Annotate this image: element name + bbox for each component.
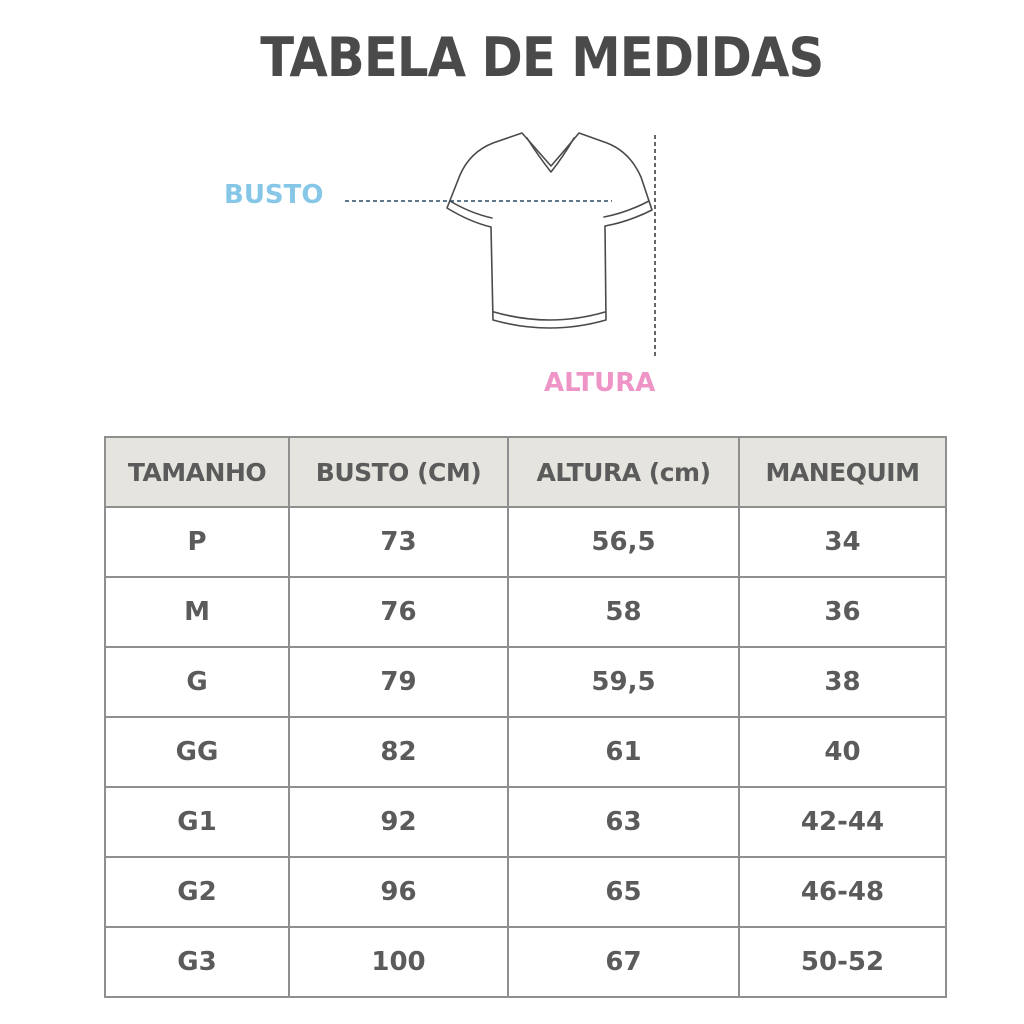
cell-busto: 82 [289, 717, 508, 787]
table-row [105, 507, 946, 577]
cell-busto: 100 [289, 927, 508, 997]
cell-manequim: 40 [739, 717, 946, 787]
cell-tamanho: G3 [105, 927, 289, 997]
cell-busto: 96 [289, 857, 508, 927]
cell-altura: 67 [508, 927, 739, 997]
cell-manequim: 42-44 [739, 787, 946, 857]
altura-label: ALTURA [544, 368, 656, 398]
table-row [105, 647, 946, 717]
cell-busto: 92 [289, 787, 508, 857]
cell-tamanho: M [105, 577, 289, 647]
table-header-row [105, 437, 946, 507]
header-altura: ALTURA (cm) [508, 437, 739, 507]
size-table [104, 436, 947, 998]
cell-tamanho: GG [105, 717, 289, 787]
v-neck-tshirt-icon [447, 133, 652, 328]
page-title: TABELA DE MEDIDAS [260, 26, 824, 89]
table-row [105, 857, 946, 927]
table-row [105, 787, 946, 857]
cell-manequim: 36 [739, 577, 946, 647]
cell-tamanho: G1 [105, 787, 289, 857]
cell-altura: 65 [508, 857, 739, 927]
cell-busto: 79 [289, 647, 508, 717]
cell-busto: 73 [289, 507, 508, 577]
cell-manequim: 38 [739, 647, 946, 717]
table-row [105, 717, 946, 787]
measurement-diagram [0, 0, 1024, 420]
header-manequim: MANEQUIM [739, 437, 946, 507]
busto-label: BUSTO [224, 180, 324, 210]
table-row [105, 577, 946, 647]
header-busto: BUSTO (CM) [289, 437, 508, 507]
cell-altura: 59,5 [508, 647, 739, 717]
cell-altura: 61 [508, 717, 739, 787]
cell-altura: 63 [508, 787, 739, 857]
cell-tamanho: G2 [105, 857, 289, 927]
cell-manequim: 50-52 [739, 927, 946, 997]
cell-busto: 76 [289, 577, 508, 647]
cell-altura: 58 [508, 577, 739, 647]
cell-manequim: 34 [739, 507, 946, 577]
table-row [105, 927, 946, 997]
cell-manequim: 46-48 [739, 857, 946, 927]
cell-tamanho: P [105, 507, 289, 577]
cell-tamanho: G [105, 647, 289, 717]
header-tamanho: TAMANHO [105, 437, 289, 507]
cell-altura: 56,5 [508, 507, 739, 577]
